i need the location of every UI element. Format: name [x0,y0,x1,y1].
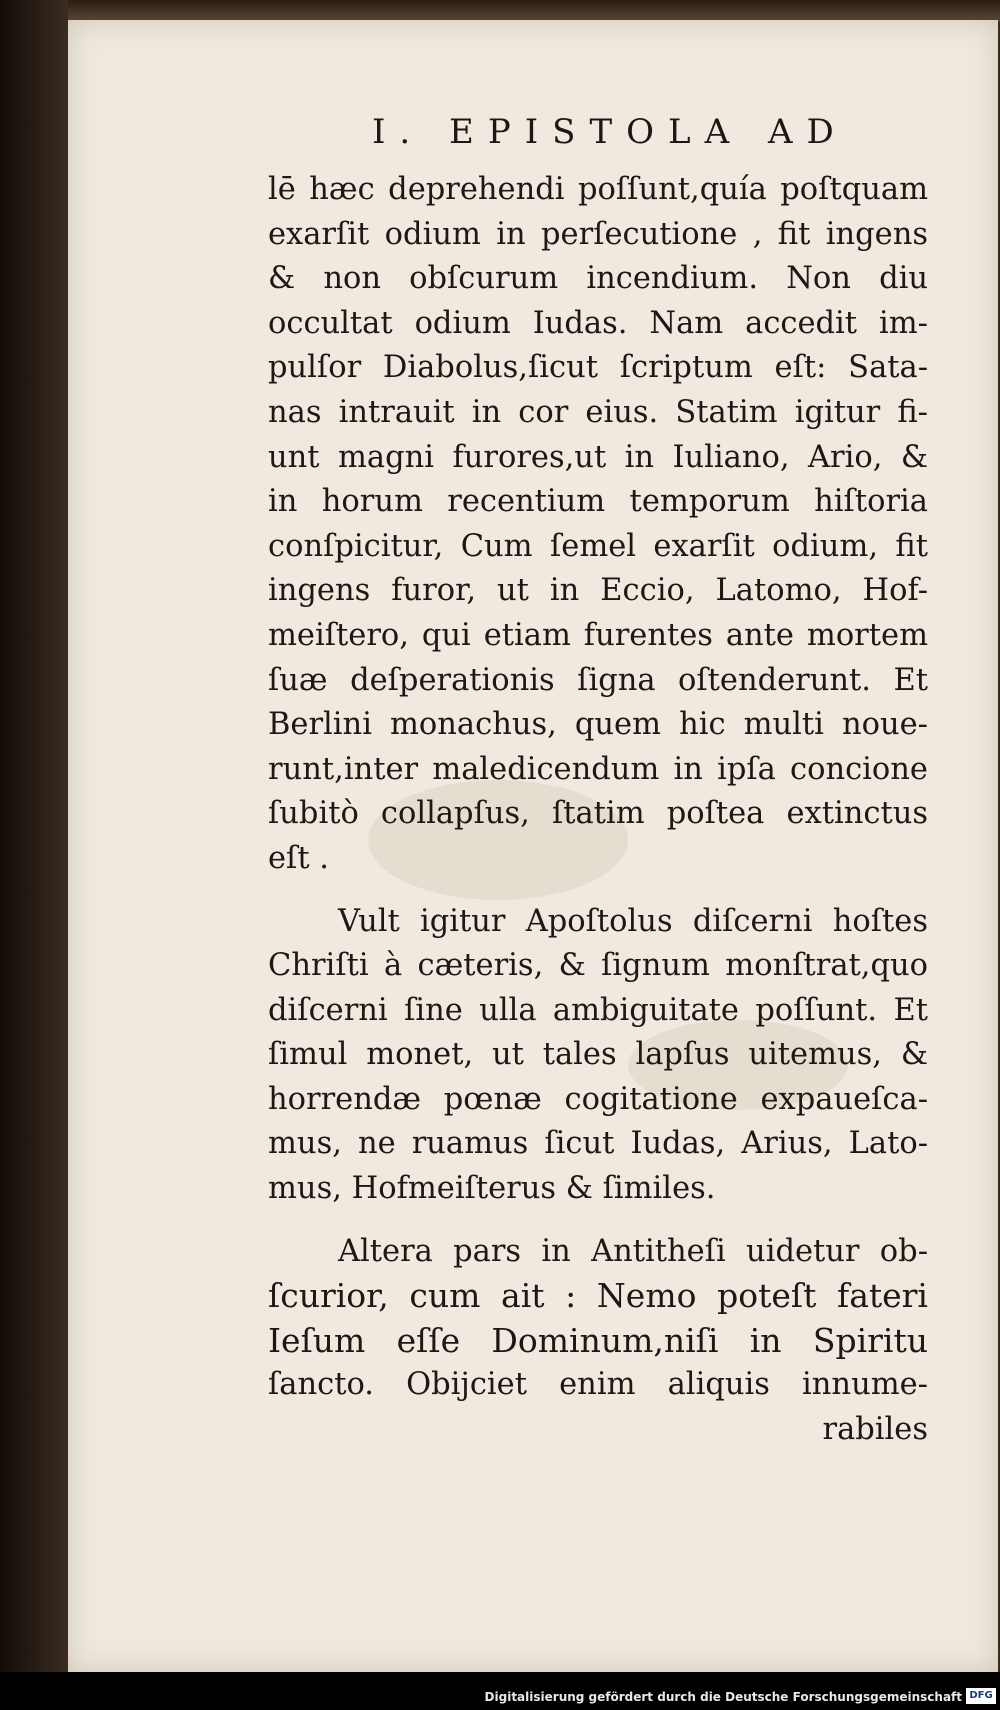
text-line: exarſit odium in perſecutione , fit ingens [268,216,928,252]
text-line: mus, Hofmeiſterus & ſimiles. [268,1171,716,1207]
text-line: meiſtero, qui etiam furentes ante mortem [268,617,928,653]
text-line: ſcurior, cum ait : Nemo poteſt fateri [268,1276,928,1316]
text-line: ſuæ deſperationis ſigna oſtenderunt. Et [268,662,928,698]
text-line: mus, ne ruamus ſicut Iudas, Arius, Lato- [268,1126,928,1162]
body-text [268,168,928,1453]
text-line: nas intrauit in cor eius. Statim igitur fi- [268,394,928,430]
text-line: eſt . [268,840,329,876]
catchword: rabiles [822,1412,928,1448]
text-line: Ieſum eſſe Dominum,niſi in Spiritu [268,1320,928,1360]
text-line: ſubitò collapſus, ſtatim poſtea extinctus [268,796,928,832]
text-line: Vult igitur Apoſtolus diſcerni hoſtes [338,903,928,939]
running-head: I. EPISTOLA AD [372,112,848,152]
text-line: runt,inter maledicendum in ipſa concione [268,751,928,787]
dfg-logo: DFG [966,1688,996,1704]
funding-credit: Digitalisierung gefördert durch die Deutsche Forschungsgemeinschaft [484,1690,962,1704]
text-line: Altera pars in Antitheſi uidetur ob- [338,1233,928,1269]
binding-edge [0,0,1000,22]
text-line: pulſor Diabolus,ſicut ſcriptum eſt: Sata- [268,350,928,386]
text-line: ſancto. Obijciet enim aliquis innume- [268,1367,928,1403]
text-line: ingens furor, ut in Eccio, Latomo, Hof- [268,573,928,609]
text-line: in horum recentium temporum hiſtoria [268,484,928,520]
text-line: unt magni furores,ut in Iuliano, Ario, & [268,439,928,475]
text-line: occultat odium Iudas. Nam accedit im- [268,305,928,341]
text-line: horrendæ pœnæ cogitatione expaueſca- [268,1081,928,1117]
text-line: conſpicitur, Cum ſemel exarſit odium, fit [268,528,928,564]
text-line: Berlini monachus, quem hic multi noue- [268,707,928,743]
text-line: & non obſcurum incendium. Non diu [268,261,928,297]
book-gutter [0,0,68,1710]
text-line: lē hæc deprehendi poſſunt,quía poſtquam [268,172,928,207]
text-line: diſcerni ſine ulla ambiguitate poſſunt. Et [268,992,928,1028]
text-line: Chriſti à cæteris, & ſignum monſtrat,quo [268,948,928,984]
text-line: ſimul monet, ut tales lapſus uitemus, & [268,1037,928,1073]
